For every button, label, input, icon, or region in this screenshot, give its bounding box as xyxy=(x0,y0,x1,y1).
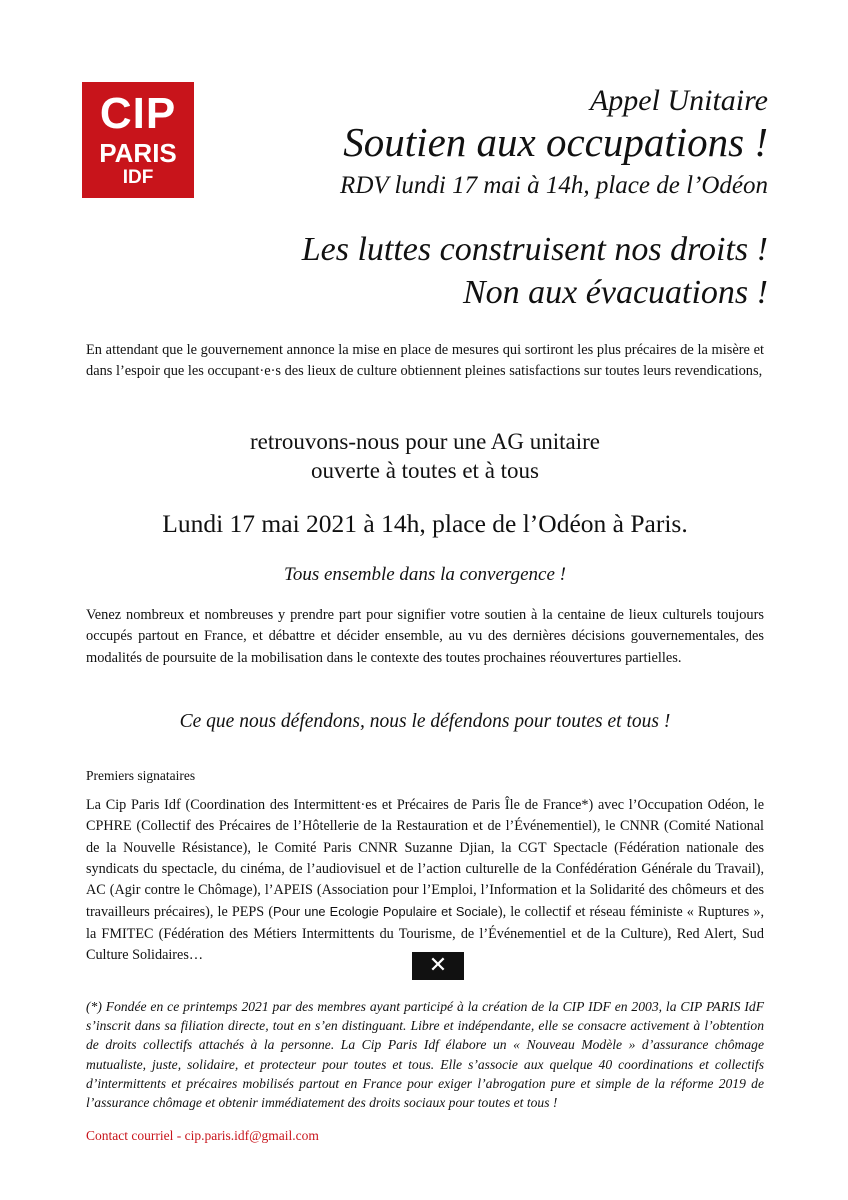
footnote-paragraph: (*) Fondée en ce printemps 2021 par des membres ayant participé à la création de la CIP IDF en 2003, la CIP PARIS IdF s’inscrit dans sa filiation directe, tout en s’en distinguant. Libre et indépendante, elle se consacre activement à l’obtention de droits collectifs attachés à la personne. La Cip Paris Idf élabore un « Nouveau Modèle » d’assurance chômage mutualiste, juste, solidaire, et protecteur pour toutes et tous. Elle s’associe aux quelque 40 coordinations et collectifs d’intermittents et précaires mobilisés partout en France pour exiger l’abrogation pure et simple de la réforme 2019 de l’assurance chômage et obtenir immédiatement des droits sociaux pour toutes et tous ! xyxy=(86,999,764,1111)
logo-line-idf: IDF xyxy=(122,167,154,188)
slogan-non-evacuations: Non aux évacuations ! xyxy=(463,274,768,311)
ag-line-2: ouverte à toutes et à tous xyxy=(310,458,539,483)
close-x-icon: ✕ xyxy=(412,952,464,980)
signataires-text-peps: Pour une Ecologie Populaire et Sociale xyxy=(273,904,498,920)
signataires-text-2: ), le collectif et réseau féministe « Ruptures », la FMITEC (Fédération des Métiers Intermittents du Tourisme, de l’Événementiel et de la Culture), Red Alert, Sud Culture Solidaires… xyxy=(86,904,764,964)
logo-line-cip: CIP xyxy=(99,89,177,138)
premiers-signataires-heading: Premiers signataires xyxy=(86,768,196,783)
signataires-text-1: La Cip Paris Idf (Coordination des Intermittent·es et Précaires de Paris Île de France*) avec l’Occupation Odéon, le CPHRE (Collectif des Précaires de l’Hôtellerie de la Restauration et de l’Événementiel), le CNNR (Comité National de la Nouvelle Résistance), le Comité Paris CNNR Suzanne Djian, la CGT Spectacle (Fédération nationale des syndicats du spectacle, du cinéma, de l’audiovisuel et de l’action culturelle de la Confédération Générale du Travail), AC (Agir contre le Chômage), l’APEIS (Association pour l’Emploi, l’Information et la Solidarité des chômeurs et des travailleurs précaires), le PEPS ( xyxy=(86,797,764,921)
cip-paris-idf-logo xyxy=(82,82,194,198)
signataires-paragraph xyxy=(86,795,764,966)
intro-paragraph: En attendant que le gouvernement annonce la mise en place de mesures qui sortiront les plus précaires de la misère et dans l’espoir que les occupant·e·s des lieux de culture obtiennent pleines satisfactions sur toutes leurs revendications, xyxy=(86,342,764,380)
venez-paragraph: Venez nombreux et nombreuses y prendre part pour signifier votre soutien à la centaine de lieux culturels toujours occupés partout en France, et débattre et décider ensemble, au vu des dernières décisions gouvernementales, des modalités de poursuite de la mobilisation dans le contexte des toutes prochaines réouvertures partielles. xyxy=(86,607,764,666)
logo-line-paris: PARIS xyxy=(99,138,177,168)
event-date-line: Lundi 17 mai 2021 à 14h, place de l’Odéon à Paris. xyxy=(162,509,688,538)
ag-line-1: retrouvons-nous pour une AG unitaire xyxy=(249,429,601,454)
appel-unitaire-heading: Appel Unitaire xyxy=(589,84,768,117)
rdv-subtitle: RDV lundi 17 mai à 14h, place de l’Odéon xyxy=(340,172,768,199)
contact-email: Contact courriel - cip.paris.idf@gmail.com xyxy=(86,1128,319,1143)
defendons-line: Ce que nous défendons, nous le défendons pour toutes et tous ! xyxy=(179,711,671,732)
slogan-luttes: Les luttes construisent nos droits ! xyxy=(301,231,768,268)
page-title: Soutien aux occupations ! xyxy=(343,119,768,165)
tous-ensemble-line: Tous ensemble dans la convergence ! xyxy=(284,564,566,585)
